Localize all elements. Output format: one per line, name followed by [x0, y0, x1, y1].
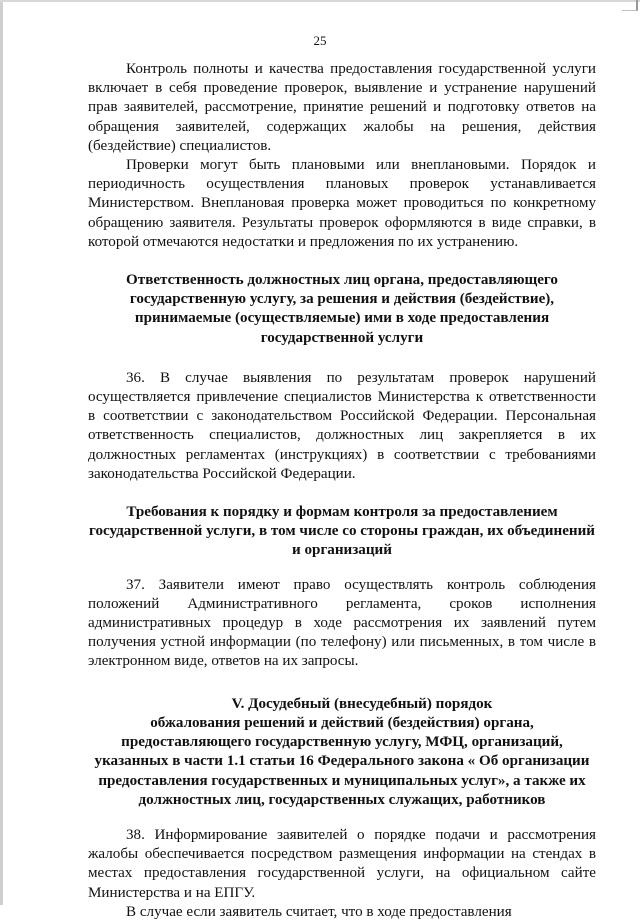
scan-corner-mark: [622, 0, 638, 11]
section-v-title: V. Досудебный (внесудебный) порядок: [231, 695, 493, 712]
paragraph-37: 37. Заявители имеют право осуществлять контроль соблюдения положений Административного регламента, сроков исполнения административных процедур в ходе рассмотрения их заявлений путем получения устной информации (по телефону) или письменных, в том числе в электронном виде, ответов на их запросы.: [88, 576, 596, 670]
page-edge-shadow: [0, 0, 3, 905]
page-number: 25: [313, 33, 327, 48]
heading-control-requirements: Требования к порядку и формам контроля за предоставлением государственной услуги, в том числе со стороны граждан, их объединений и организаций: [89, 504, 595, 559]
paragraph-36: 36. В случае выявления по результатам проверок нарушений осуществляется привлечение специалистов Министерства к ответственности в соответствии с законодательством Российской Федерации. Персональная ответственность специалистов, должностных лиц закрепляется в их должностных регламентах (инструкциях) в соответствии с требованиями законодательства Российской Федерации.: [88, 369, 596, 482]
document-body: [88, 60, 596, 922]
paragraph-control-quality: Контроль полноты и качества предоставления государственной услуги включает в себя проведение проверок, выявление и устранение нарушений прав заявителей, рассмотрение, принятие решений и подготовку ответов на обращения заявителей, содержащих жалобы на решения, действия (бездействие) специалистов.: [88, 61, 596, 154]
paragraph-inspections: Проверки могут быть плановыми или внеплановыми. Порядок и периодичность осуществления плановых проверок устанавливается Министерством. Внеплановая проверка может проводиться по конкретному обращению заявителя. Результаты проверок оформляются в виде справки, в которой отмечаются недостатки и предложения по их устранению.: [88, 157, 596, 250]
paragraph-38: 38. Информирование заявителей о порядке подачи и рассмотрения жалобы обеспечивается посредством размещения информации на стендах в местах предоставления государственной услуги, на официальном сайте Министерства и на ЕПГУ.: [88, 826, 596, 901]
section-v-subtitle: обжалования решений и действий (бездействия) органа, предоставляющего государственную услугу, МФЦ, организаций, указанных в части 1.1 статьи 16 Федерального закона « Об организации предоставления государственных и муниципальных услуг», а также их должностных лиц, государственных служащих, работников: [94, 714, 590, 808]
page-top-edge: [0, 0, 640, 2]
paragraph-complaint-start: В случае если заявитель считает, что в ходе предоставления: [126, 903, 512, 920]
heading-responsibility: Ответственность должностных лиц органа, предоставляющего государственную услугу, за решения и действия (бездействие), принимаемые (осуществляемые) ими в ходе предоставления государственной услуги: [126, 272, 558, 346]
